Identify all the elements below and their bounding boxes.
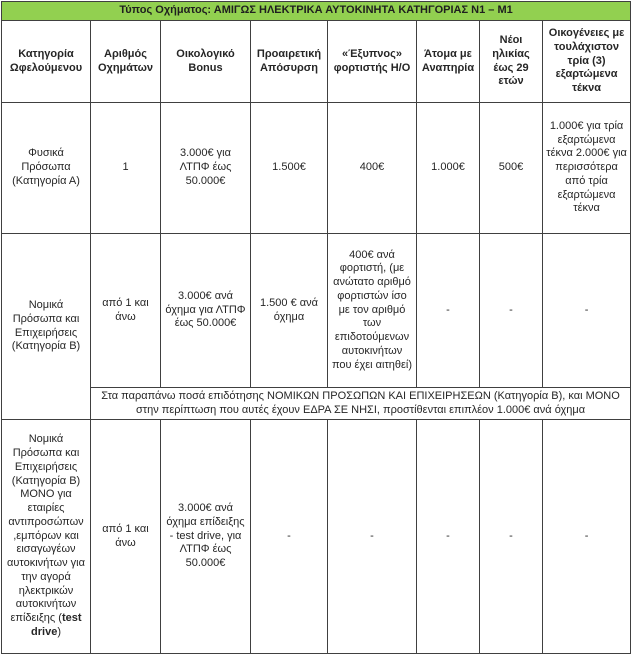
col-header-beneficiary-category: Κατηγορία Ωφελούμενου (2, 21, 91, 103)
cell-td-disability: - (417, 420, 480, 654)
cell-b-smart-charger: 400€ ανά φορτιστή, (με ανώτατο αριθμό φορτιστών ίσο με τον αριθμό των επιδοτούμενων αυτοκινήτων που έχει αιτηθεί) (328, 234, 417, 388)
cell-category-b-testdrive-bold: test drive (31, 612, 82, 638)
vehicle-subsidy-table (1, 1, 631, 654)
cell-b-young: - (480, 234, 543, 388)
cell-island-note: Στα παραπάνω ποσά επιδότησης ΝΟΜΙΚΩΝ ΠΡΟΣΩΠΩΝ ΚΑΙ ΕΠΙΧΕΙΡΗΣΕΩΝ (Κατηγορία Β), και ΜΟΝΟ στην περίπτωση που αυτές έχουν ΕΔΡΑ ΣΕ ΝΗΣΙ, προστίθενται επιπλέον 1.000€ ανά όχημα (91, 388, 631, 420)
cell-a-families: 1.000€ για τρία εξαρτώμενα τέκνα 2.000€ για περισσότερα από τρία εξαρτώμενα τέκνα (543, 103, 631, 234)
cell-b-num-vehicles: από 1 και άνω (91, 234, 161, 388)
table-title: Τύπος Οχήματος: ΑΜΙΓΩΣ ΗΛΕΚΤΡΙΚΑ ΑΥΤΟΚΙΝΗΤΑ ΚΑΤΗΓΟΡΙΑΣ N1 – M1 (2, 2, 631, 21)
col-header-smart-charger: «Έξυπνος» φορτιστής Η/Ο (328, 21, 417, 103)
col-header-eco-bonus: Οικολογικό Bonus (161, 21, 251, 103)
col-header-optional-scrappage: Προαιρετική Απόσυρση (251, 21, 328, 103)
cell-b-scrappage: 1.500 € ανά όχημα (251, 234, 328, 388)
table-row-legal-persons (2, 234, 631, 388)
table-row-physical-persons (2, 103, 631, 234)
table-row-island-note (2, 388, 631, 420)
cell-b-disability: - (417, 234, 480, 388)
col-header-young-under-29: Νέοι ηλικίας έως 29 ετών (480, 21, 543, 103)
cell-td-num-vehicles: από 1 και άνω (91, 420, 161, 654)
cell-b-eco-bonus: 3.000€ ανά όχημα για ΛΤΠΦ έως 50.000€ (161, 234, 251, 388)
cell-category-b: Νομικά Πρόσωπα και Επιχειρήσεις (Κατηγορία Β) (2, 234, 91, 420)
cell-td-families: - (543, 420, 631, 654)
cell-category-b-testdrive (2, 420, 91, 654)
cell-category-b-testdrive-suffix: ) (57, 625, 61, 638)
col-header-disability: Άτομα με Αναπηρία (417, 21, 480, 103)
cell-td-smart-charger: - (328, 420, 417, 654)
col-header-families-3-children: Οικογένειες με τουλάχιστον τρία (3) εξαρτώμενα τέκνα (543, 21, 631, 103)
cell-a-disability: 1.000€ (417, 103, 480, 234)
cell-a-scrappage: 1.500€ (251, 103, 328, 234)
cell-a-num-vehicles: 1 (91, 103, 161, 234)
cell-a-smart-charger: 400€ (328, 103, 417, 234)
cell-td-young: - (480, 420, 543, 654)
cell-a-eco-bonus: 3.000€ για ΛΤΠΦ έως 50.000€ (161, 103, 251, 234)
cell-td-eco-bonus: 3.000€ ανά όχημα επίδειξης - test drive, για ΛΤΠΦ έως 50.000€ (161, 420, 251, 654)
cell-category-a: Φυσικά Πρόσωπα (Κατηγορία Α) (2, 103, 91, 234)
table-row-test-drive-dealers (2, 420, 631, 654)
cell-b-families: - (543, 234, 631, 388)
col-header-number-of-vehicles: Αριθμός Οχημάτων (91, 21, 161, 103)
cell-category-b-testdrive-text: Νομικά Πρόσωπα και Επιχειρήσεις (Κατηγορία Β) ΜΟΝΟ για εταιρίες αντιπροσώπων ,εμπόρων και εισαγωγέων αυτοκινήτων για την αγορά ηλεκτρικών αυτοκινήτων επίδειξης ( (7, 433, 85, 625)
cell-a-young: 500€ (480, 103, 543, 234)
cell-td-scrappage: - (251, 420, 328, 654)
